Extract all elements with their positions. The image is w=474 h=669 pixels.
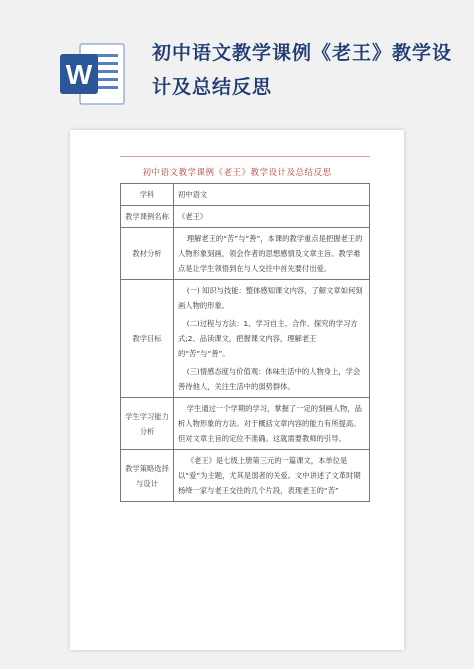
- table-row: [121, 228, 370, 280]
- row-label: 学科: [121, 184, 174, 206]
- header-rule: [120, 156, 370, 157]
- row-content: [174, 280, 370, 398]
- row-content: 《老王》是七级上册第三元的一篇课文，本单位是以“爱”为主题，尤其是弱者的关爱。文中讲述了文革时期杨绛一家与老王交往的几个片段，表现老王的“苦”: [174, 450, 370, 502]
- page-title: 初中语文教学课例《老王》教学设计及总结反思: [152, 42, 453, 98]
- header: [0, 0, 474, 120]
- objective-paragraph: (一) 知识与技能：整体感知课文内容，了解文章如何刻画人物的形象。: [178, 286, 363, 310]
- document-title: 初中语文教学课例《老王》教学设计及总结反思: [142, 168, 332, 178]
- table-row: [121, 184, 370, 206]
- document-page: [70, 130, 404, 650]
- lesson-plan-table: [120, 183, 370, 502]
- row-label: 教学策略选择与设计: [121, 450, 174, 502]
- table-row: [121, 398, 370, 450]
- row-label: 教学课例名称: [121, 206, 174, 228]
- table-row: [121, 280, 370, 398]
- table-row: [121, 206, 370, 228]
- row-label: 教学目标: [121, 280, 174, 398]
- word-document-icon: [58, 40, 128, 110]
- row-content: 《老王》: [174, 206, 370, 228]
- row-label: 学生学习能力分析: [121, 398, 174, 450]
- row-label: 教材分析: [121, 228, 174, 280]
- row-content: 学生通过一个学期的学习，掌握了一定的刻画人物，品析人物形象的方法。对于概括文章内容的能力有所提高。但对文章主旨的定位不准确。这就需要教师的引导。: [174, 398, 370, 450]
- table-row: [121, 450, 370, 502]
- objective-paragraph: (二)过程与方法：1、学习自主、合作、探究的学习方式;2、品读课文，把握课文内容，理解老王的“苦”与“善”。: [178, 319, 358, 358]
- row-content: 理解老王的“苦”与“善”，本课的教学重点是把握老王的人物形象刻画，领会作者的思想感情及文章主旨。教学难点是让学生领悟到在与人交往中首先要付出爱。: [174, 228, 370, 280]
- objective-paragraph: (三)情感态度与价值观：体味生活中的人物身上，学会善待他人，关注生活中的弱势群体。: [178, 367, 361, 391]
- svg-text:W: W: [65, 59, 93, 90]
- row-content: 初中语文: [174, 184, 370, 206]
